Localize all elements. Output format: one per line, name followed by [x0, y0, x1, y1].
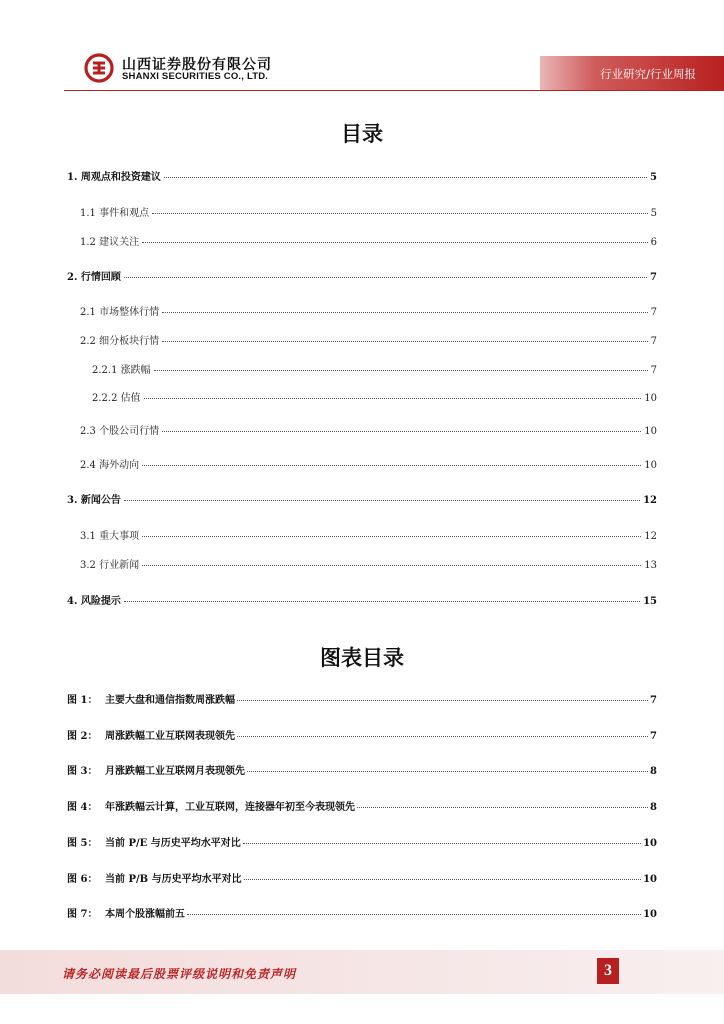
toc-entry-label: 2.4 海外动向 — [80, 460, 140, 471]
toc-entry-label: 2.2.2 估值 — [92, 393, 141, 404]
figure-entry-number: 图 1： — [67, 695, 98, 706]
figure-leader — [244, 879, 641, 880]
figure-entry-label: 当前 P/E 与历史平均水平对比 — [105, 838, 241, 849]
figure-entry-page: 8 — [650, 766, 657, 777]
toc-entry[interactable] — [92, 389, 657, 404]
figure-entry-number: 图 2： — [67, 731, 98, 742]
figure-leader — [243, 843, 641, 844]
toc-leader — [142, 565, 641, 566]
figure-entry-label: 月涨跌幅工业互联网月表现领先 — [105, 766, 245, 777]
figure-entry[interactable] — [67, 762, 657, 777]
toc-entry-label: 1.2 建议关注 — [80, 237, 140, 248]
toc-leader — [164, 177, 647, 178]
toc-entry-label: 2.3 个股公司行情 — [80, 426, 160, 437]
figure-entry-page: 10 — [643, 874, 657, 885]
toc-entry-label: 1.1 事件和观点 — [80, 208, 150, 219]
toc-entry-page: 7 — [650, 365, 657, 376]
figure-entry-label: 当前 P/B 与历史平均水平对比 — [105, 874, 242, 885]
toc-entry[interactable] — [80, 303, 657, 318]
page-footer — [0, 950, 724, 994]
figure-entry-number: 图 7： — [67, 909, 98, 920]
figure-entry[interactable] — [67, 691, 657, 706]
toc-entry[interactable] — [80, 527, 657, 542]
figure-entry-label: 周涨跌幅工业互联网表现领先 — [105, 731, 235, 742]
toc-entry-label: 3.1 重大事项 — [80, 531, 140, 542]
toc-entry[interactable] — [67, 592, 657, 607]
figure-entry[interactable] — [67, 905, 657, 920]
toc-entry-page: 5 — [650, 172, 657, 183]
toc-leader — [142, 242, 648, 243]
toc-leader — [142, 536, 641, 537]
figure-entry-page: 10 — [643, 838, 657, 849]
toc-entry-page: 12 — [643, 495, 657, 506]
toc-entry-page: 7 — [650, 307, 657, 318]
figure-leader — [237, 700, 648, 701]
toc-entry[interactable] — [80, 556, 657, 571]
toc-title: 目录 — [341, 122, 383, 146]
toc-entry-page: 10 — [644, 460, 657, 471]
page-number: 3 — [597, 958, 619, 984]
toc-leader — [162, 312, 648, 313]
report-category: 行业研究/行业周报 — [600, 67, 696, 81]
toc-leader — [124, 601, 640, 602]
toc-leader — [152, 213, 648, 214]
toc-entry-page: 10 — [644, 426, 657, 437]
company-name-en: SHANXI SECURITIES CO., LTD. — [122, 71, 269, 82]
figure-entry-page: 10 — [643, 909, 657, 920]
toc-entry[interactable] — [80, 332, 657, 347]
figure-leader — [247, 771, 648, 772]
toc-entry-page: 12 — [644, 531, 657, 542]
toc-entry-label: 1. 周观点和投资建议 — [67, 172, 161, 183]
toc-leader — [162, 341, 648, 342]
toc-entry-page: 6 — [650, 237, 657, 248]
page-header — [0, 0, 724, 100]
figure-entry-page: 7 — [650, 731, 657, 742]
toc-leader — [124, 500, 640, 501]
figure-entry-number: 图 5： — [67, 838, 98, 849]
toc-entry[interactable] — [92, 361, 657, 376]
footer-disclaimer: 请务必阅读最后股票评级说明和免责声明 — [62, 967, 297, 981]
toc-entry-label: 3. 新闻公告 — [67, 495, 121, 506]
toc-entry[interactable] — [67, 268, 657, 283]
toc-entry-label: 3.2 行业新闻 — [80, 560, 140, 571]
toc-entry[interactable] — [67, 168, 657, 183]
toc-leader — [142, 465, 641, 466]
toc-leader — [162, 431, 641, 432]
figure-entry[interactable] — [67, 834, 657, 849]
figure-entry[interactable] — [67, 870, 657, 885]
figure-leader — [357, 807, 648, 808]
toc-entry[interactable] — [80, 204, 657, 219]
toc-entry-page: 13 — [644, 560, 657, 571]
toc-entry-page: 15 — [643, 596, 657, 607]
toc-leader — [144, 398, 642, 399]
header-category-band — [540, 56, 724, 90]
toc-leader — [154, 370, 648, 371]
figure-entry[interactable] — [67, 727, 657, 742]
toc-entry-label: 4. 风险提示 — [67, 596, 121, 607]
figure-entry-label: 主要大盘和通信指数周涨跌幅 — [105, 695, 235, 706]
figure-entry-page: 7 — [650, 695, 657, 706]
toc-entry-label: 2.2.1 涨跌幅 — [92, 365, 151, 376]
toc-entry-label: 2.2 细分板块行情 — [80, 336, 160, 347]
toc-entry-label: 2.1 市场整体行情 — [80, 307, 160, 318]
figure-entry-label: 年涨跌幅云计算，工业互联网，连接器年初至今表现领先 — [105, 802, 355, 813]
figure-entry-number: 图 4： — [67, 802, 98, 813]
company-name-cn: 山西证券股份有限公司 — [122, 57, 272, 73]
toc-entry[interactable] — [80, 233, 657, 248]
figure-entry-label: 本周个股涨幅前五 — [105, 909, 185, 920]
toc-entry[interactable] — [80, 422, 657, 437]
company-logo-icon — [84, 53, 114, 83]
figure-leader — [187, 914, 641, 915]
toc-entry[interactable] — [80, 456, 657, 471]
toc-entry-page: 5 — [650, 208, 657, 219]
figures-title: 图表目录 — [320, 646, 404, 670]
toc-entry-page: 10 — [644, 393, 657, 404]
toc-entry-label: 2. 行情回顾 — [67, 272, 121, 283]
figure-entry-number: 图 3： — [67, 766, 98, 777]
toc-entry-page: 7 — [650, 272, 657, 283]
toc-entry[interactable] — [67, 491, 657, 506]
header-divider — [64, 90, 724, 91]
figure-entry-number: 图 6： — [67, 874, 98, 885]
toc-leader — [124, 277, 647, 278]
figure-entry-page: 8 — [650, 802, 657, 813]
toc-entry-page: 7 — [650, 336, 657, 347]
figure-entry[interactable] — [67, 798, 657, 813]
figure-leader — [237, 736, 648, 737]
